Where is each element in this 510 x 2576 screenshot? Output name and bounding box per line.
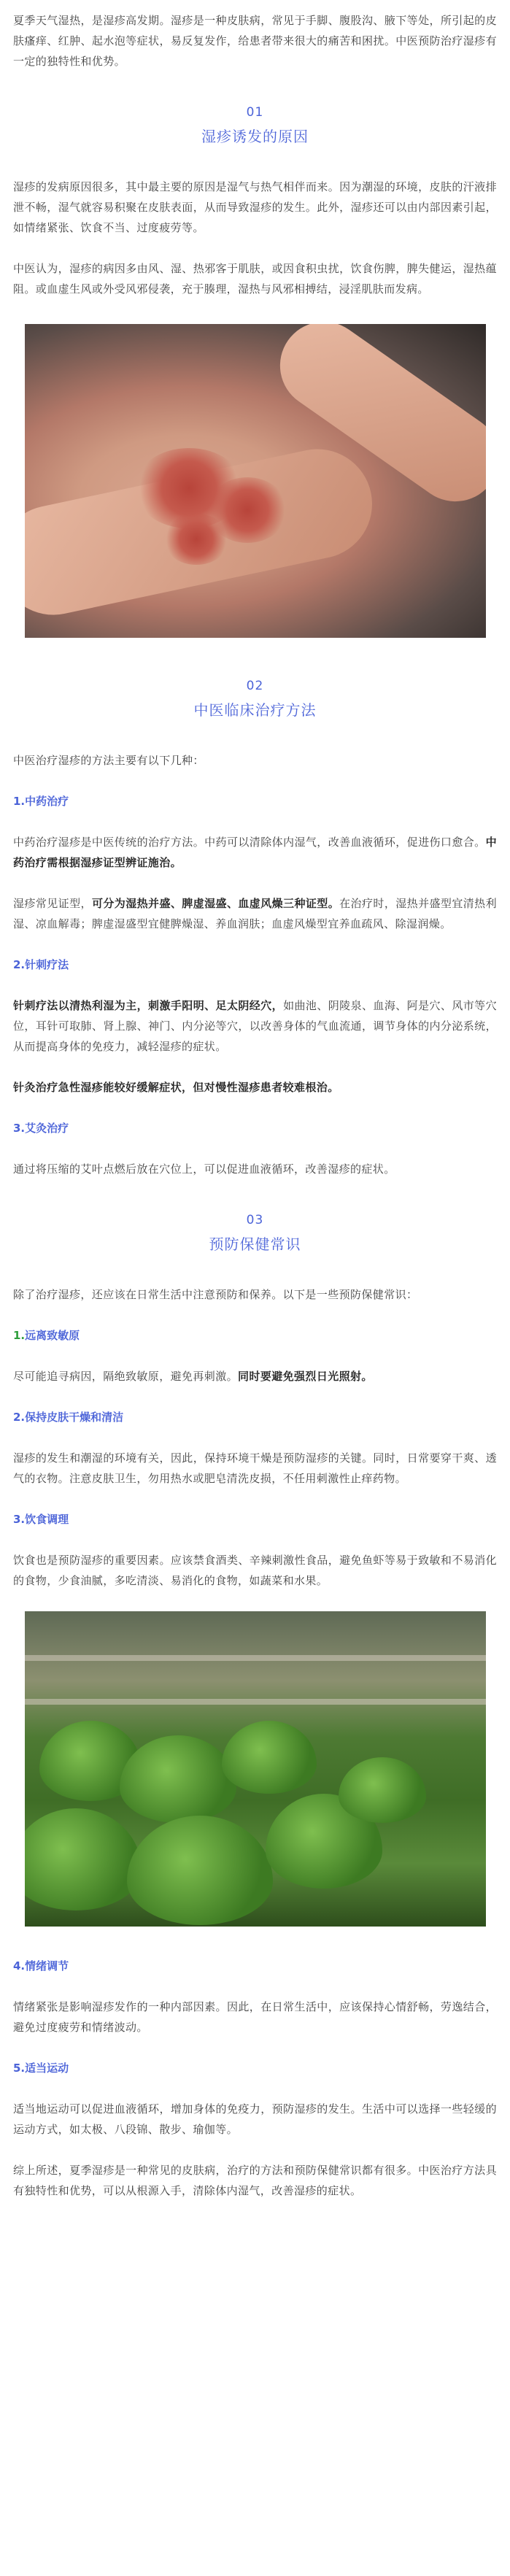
section-1-title: 湿疹诱发的原因: [201, 128, 309, 145]
acupuncture-paragraph-2: 针灸治疗急性湿疹能较好缓解症状，但对慢性湿疹患者较难根治。: [13, 1081, 339, 1094]
section-2-title: 中医临床治疗方法: [193, 701, 317, 719]
eczema-hands-photo: [25, 324, 486, 638]
subsection-allergen-title: 1.远离致敏原: [13, 1329, 80, 1342]
intro-paragraph: 夏季天气湿热，是湿疹高发期。湿疹是一种皮肤病，常见于手脚、腹股沟、腋下等处，所引起的皮肤瘙痒、红肿、起水泡等症状，易反复发作，给患者带来很大的痛苦和困扰。中医预防治疗湿疹有一定的独特性和优势。: [13, 14, 497, 68]
subsection-exercise-title: 5.适当运动: [13, 2062, 69, 2075]
section-3-number: 03: [246, 1213, 264, 1227]
diet-paragraph: 饮食也是预防湿疹的重要因素。应该禁食酒类、辛辣刺激性食品，避免鱼虾等易于致敏和不易消化的食物，少食油腻，多吃清淡、易消化的食物，如蔬菜和水果。: [13, 1554, 497, 1587]
emotion-paragraph: 情绪紧张是影响湿疹发作的一种内部因素。因此，在日常生活中，应该保持心情舒畅，劳逸结合，避免过度疲劳和情绪波动。: [13, 2000, 497, 2034]
section-2-intro: 中医治疗湿疹的方法主要有以下几种：: [13, 754, 204, 767]
vegetables-market-photo: [25, 1611, 486, 1927]
acupuncture-paragraph-1: 针刺疗法以清热利湿为主，刺激手阳明、足太阴经穴，如曲池、阴陵泉、血海、阿是穴、风市等穴位，耳针可取肺、肾上腺、神门、内分泌等穴，以改善身体的气血流通，调节身体的内分泌系统，从而提高身体的免疫力，减轻湿疹的症状。: [13, 999, 497, 1053]
subsection-diet-title: 3.饮食调理: [13, 1513, 69, 1526]
section-1-paragraph-2: 中医认为，湿疹的病因多由风、湿、热邪客于肌肤，或因食积虫扰，饮食伤脾，脾失健运，湿热蕴阻。或血虚生风或外受风邪侵袭，充于腠理，湿热与风邪相搏结，浸淫肌肤而发病。: [13, 262, 497, 296]
section-2-number: 02: [246, 679, 264, 693]
section-3-header: [13, 1211, 497, 1255]
section-1-number: 01: [246, 105, 264, 120]
subsection-moxibustion-title: 3.艾灸治疗: [13, 1122, 69, 1135]
subsection-emotion-title: 4.情绪调节: [13, 1959, 69, 1973]
allergen-paragraph: 尽可能追寻病因，隔绝致敏原，避免再刺激。同时要避免强烈日光照射。: [13, 1370, 373, 1383]
section-3-intro: 除了治疗湿疹，还应该在日常生活中注意预防和保养。以下是一些预防保健常识：: [13, 1288, 418, 1301]
dry-clean-paragraph: 湿疹的发生和潮湿的环境有关，因此，保持环境干燥是预防湿疹的关键。同时，日常要穿干爽、透气的衣物。注意皮肤卫生，勿用热水或肥皂清洗皮损，不任用刺激性止痒药物。: [13, 1451, 497, 1485]
conclusion-paragraph: 综上所述，夏季湿疹是一种常见的皮肤病，治疗的方法和预防保健常识都有很多。中医治疗方法具有独特性和优势，可以从根源入手，清除体内湿气，改善湿疹的症状。: [13, 2164, 497, 2197]
herbal-paragraph-2: 湿疹常见证型，可分为湿热并盛、脾虚湿盛、血虚风燥三种证型。在治疗时，湿热并盛型宜清热利湿、凉血解毒；脾虚湿盛型宜健脾燥湿、养血润肤；血虚风燥型宜养血疏风、除湿润燥。: [13, 897, 497, 930]
section-1-header: [13, 104, 497, 147]
subsection-dry-clean-title: 2.保持皮肤干燥和清洁: [13, 1411, 124, 1424]
section-2-header: [13, 677, 497, 721]
exercise-paragraph: 适当地运动可以促进血液循环，增加身体的免疫力，预防湿疹的发生。生活中可以选择一些轻缓的运动方式，如太极、八段锦、散步、瑜伽等。: [13, 2102, 497, 2136]
section-3-title: 预防保健常识: [209, 1235, 301, 1253]
herbal-paragraph-1: 中药治疗湿疹是中医传统的治疗方法。中药可以清除体内湿气，改善血液循环，促进伤口愈合。中药治疗需根据湿疹证型辨证施治。: [13, 836, 497, 869]
subsection-herbal-title: 1.中药治疗: [13, 795, 69, 808]
moxibustion-paragraph: 通过将压缩的艾叶点燃后放在穴位上，可以促进血液循环，改善湿疹的症状。: [13, 1162, 395, 1176]
section-1-paragraph-1: 湿疹的发病原因很多，其中最主要的原因是湿气与热气相伴而来。因为潮湿的环境，皮肤的汗液排泄不畅，湿气就容易积聚在皮肤表面，从而导致湿疹的发生。此外，湿疹还可以由内部因素引起，如情绪紧张、饮食不当、过度疲劳等。: [13, 180, 497, 234]
subsection-acupuncture-title: 2.针刺疗法: [13, 958, 69, 971]
